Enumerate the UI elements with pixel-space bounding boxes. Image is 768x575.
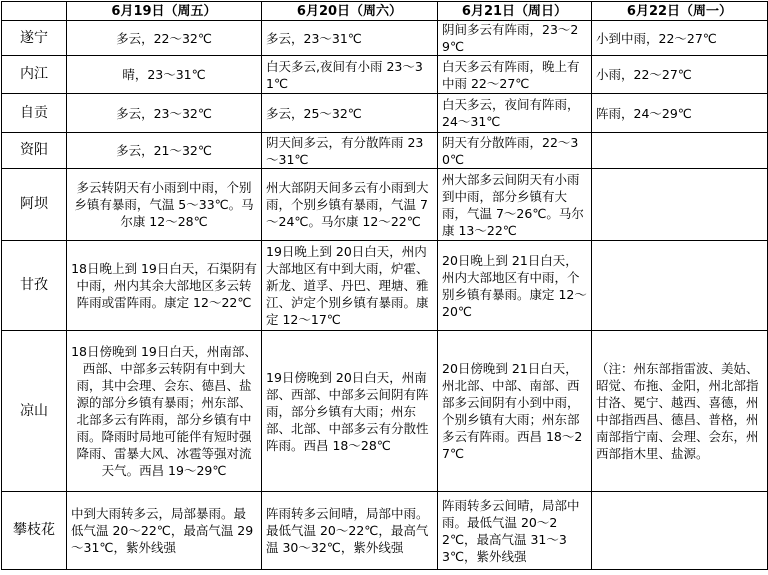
header-row: [2, 2, 768, 21]
weather-forecast-table: [1, 1, 768, 570]
table-row: [2, 241, 768, 331]
header-day-4: 6月22日（周一）: [592, 2, 768, 21]
forecast-cell: 18日傍晚到 19日白天，州南部、西部、中部多云转阴有中到大雨，其中会理、会东、德昌、盐源的部分乡镇有暴雨；州东部、北部多云有阵雨，部分乡镇有中雨。降雨时局地可能伴有短时强降雨、雷暴大风、冰雹等强对流天气。西昌 19～29℃: [67, 331, 262, 492]
table-row: [2, 169, 768, 241]
forecast-cell: 阴间多云有阵雨，23～29℃: [438, 21, 592, 56]
forecast-cell: 晴，23～31℃: [67, 56, 262, 94]
header-day-2: 6月20日（周六）: [262, 2, 438, 21]
city-name: 自贡: [2, 94, 67, 133]
header-day-1: 6月19日（周五）: [67, 2, 262, 21]
forecast-cell: 小雨，22～27℃: [592, 56, 768, 94]
forecast-cell: 小到中雨，22～27℃: [592, 21, 768, 56]
city-name: 资阳: [2, 133, 67, 169]
forecast-cell: 白天多云,夜间有小雨 23～31℃: [262, 56, 438, 94]
forecast-cell: 多云，21～32℃: [67, 133, 262, 169]
forecast-cell: 20日傍晚到 21日白天，州北部、中部、南部、西部多云间阴有小到中雨，个别乡镇有大雨；州东部多云有阵雨。西昌 18～27℃: [438, 331, 592, 492]
forecast-cell: 州大部阴天间多云有小雨到大雨，个别乡镇有暴雨，气温 7～24℃。马尔康 12～22℃: [262, 169, 438, 241]
table-row: [2, 331, 768, 492]
header-day-3: 6月21日（周日）: [438, 2, 592, 21]
forecast-cell: 中到大雨转多云，局部暴雨。最低气温 20～22℃，最高气温 29～31℃，紫外线强: [67, 492, 262, 570]
table-row: [2, 21, 768, 56]
forecast-cell: 18日晚上到 19日白天，石渠阴有中雨，州内其余大部地区多云转阵雨或雷阵雨。康定 12～22℃: [67, 241, 262, 331]
forecast-cell: [592, 169, 768, 241]
forecast-cell: 州大部多云间阴天有小雨到中雨，部分乡镇有大雨，气温 7～26℃。马尔康 13～22℃: [438, 169, 592, 241]
forecast-cell: 阴天间多云，有分散阵雨 23～31℃: [262, 133, 438, 169]
city-name: 攀枝花: [2, 492, 67, 570]
forecast-cell: 阵雨转多云间晴，局部中雨。最低气温 20～22℃，最高气温 30～32℃，紫外线强: [262, 492, 438, 570]
forecast-cell: 20日晚上到 21日白天，州内大部地区有中雨，个别乡镇有暴雨。康定 12～20℃: [438, 241, 592, 331]
city-name: 凉山: [2, 331, 67, 492]
table-row: [2, 94, 768, 133]
city-name: 阿坝: [2, 169, 67, 241]
forecast-cell: 多云转阴天有小雨到中雨，个别乡镇有暴雨，气温 5～33℃。马尔康 12～28℃: [67, 169, 262, 241]
forecast-cell: 19日傍晚到 20日白天，州南部、西部、中部多云间阴有阵雨，部分乡镇有大雨；州东部、北部、中部多云有分散性阵雨。西昌 18～28℃: [262, 331, 438, 492]
table-row: [2, 133, 768, 169]
forecast-cell: 阵雨转多云间晴，局部中雨。最低气温 20～22℃，最高气温 31～33℃，紫外线强: [438, 492, 592, 570]
city-name: 内江: [2, 56, 67, 94]
forecast-cell: 多云，23～32℃: [67, 94, 262, 133]
city-name: 遂宁: [2, 21, 67, 56]
forecast-cell: [592, 133, 768, 169]
table-row: [2, 492, 768, 570]
forecast-cell: 多云，23～31℃: [262, 21, 438, 56]
table-row: [2, 56, 768, 94]
forecast-cell: [592, 492, 768, 570]
forecast-cell: 阵雨，24～29℃: [592, 94, 768, 133]
forecast-cell: 多云，22～32℃: [67, 21, 262, 56]
header-corner: [2, 2, 67, 21]
forecast-cell: 阴天有分散阵雨，22～30℃: [438, 133, 592, 169]
forecast-cell: 白天多云有阵雨，晚上有中雨 22～27℃: [438, 56, 592, 94]
forecast-cell: 多云，25～32℃: [262, 94, 438, 133]
forecast-cell: [592, 241, 768, 331]
city-name: 甘孜: [2, 241, 67, 331]
forecast-cell: 白天多云，夜间有阵雨，24～31℃: [438, 94, 592, 133]
forecast-cell: 19日晚上到 20日白天，州内大部地区有中到大雨，炉霍、新龙、道孚、丹巴、理塘、雅江、泸定个别乡镇有暴雨。康定 12～17℃: [262, 241, 438, 331]
forecast-cell: （注：州东部指雷波、美姑、昭觉、布拖、金阳，州北部指甘洛、冕宁、越西、喜德，州中部指西昌、德昌、普格，州南部指宁南、会理、会东，州西部指木里、盐源。: [592, 331, 768, 492]
